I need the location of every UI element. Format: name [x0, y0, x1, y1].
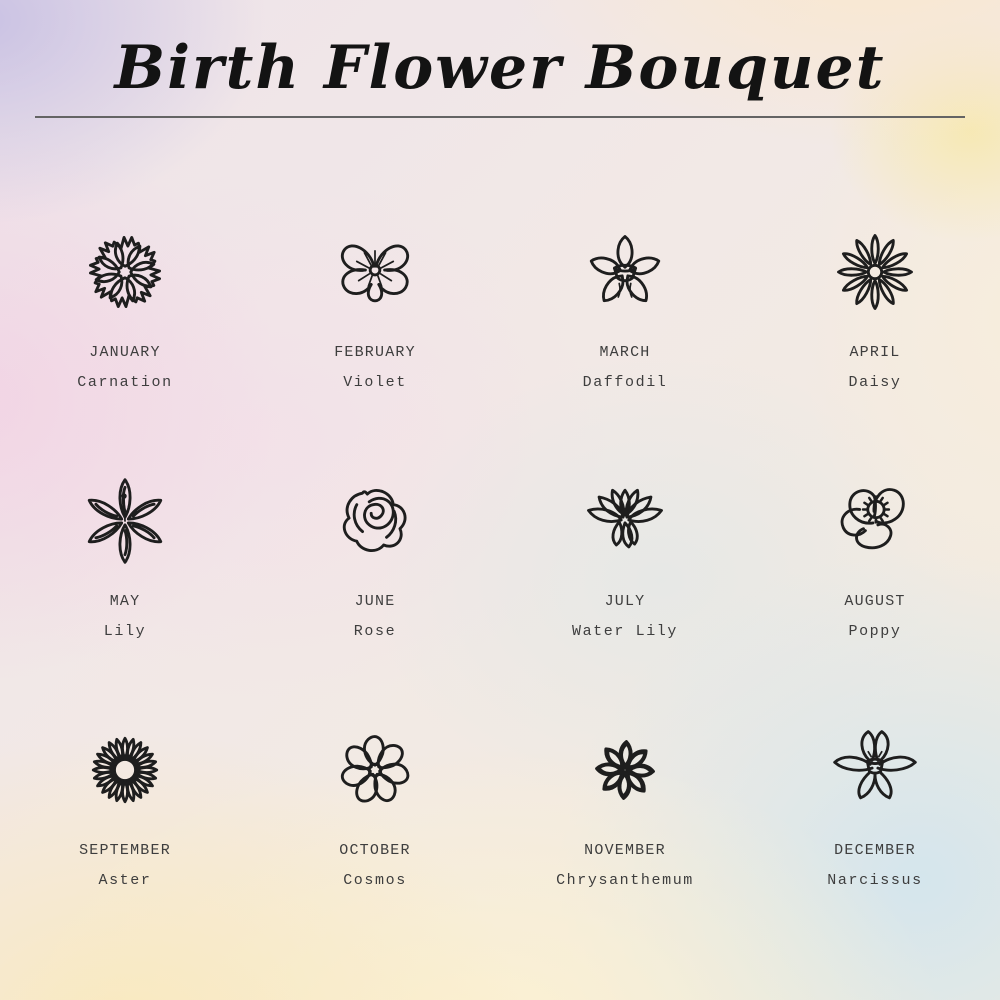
cell-caption [339, 818, 410, 889]
month-label: DECEMBER [834, 842, 916, 859]
month-label: MAY [109, 593, 141, 610]
cell-caption [844, 569, 905, 640]
flower-label: Narcissus [827, 872, 923, 889]
flower-label: Chrysanthemum [556, 872, 694, 889]
cosmos-icon [327, 722, 423, 818]
water-lily-icon [577, 473, 673, 569]
month-label: AUGUST [844, 593, 906, 610]
month-label: JANUARY [89, 344, 161, 361]
flower-label: Daisy [848, 374, 902, 391]
flower-label: Cosmos [343, 872, 407, 889]
flower-label: Rose [353, 623, 397, 640]
violet-icon [327, 224, 423, 320]
cell-caption [827, 818, 922, 889]
header [0, 0, 1000, 118]
carnation-icon [77, 224, 173, 320]
lily-icon [77, 473, 173, 569]
cell-caption [556, 818, 694, 889]
flower-grid [0, 224, 1000, 889]
flower-label: Aster [98, 872, 152, 889]
cell-caption [583, 320, 668, 391]
cell-october [250, 722, 500, 889]
rose-icon [327, 473, 423, 569]
cell-caption [77, 320, 172, 391]
cell-caption [848, 320, 901, 391]
page-title: Birth Flower Bouquet [114, 33, 886, 103]
month-label: APRIL [849, 344, 901, 361]
cell-august [750, 473, 1000, 640]
daisy-icon [827, 224, 923, 320]
cell-caption [354, 569, 396, 640]
cell-caption [79, 818, 171, 889]
aster-icon [77, 722, 173, 818]
flower-label: Water Lily [571, 623, 678, 640]
cell-june [250, 473, 500, 640]
month-label: NOVEMBER [584, 842, 666, 859]
cell-september [0, 722, 250, 889]
flower-label: Lily [103, 623, 147, 640]
flower-label: Poppy [848, 623, 902, 640]
chrysanthemum-icon [577, 722, 673, 818]
month-label: MARCH [599, 344, 651, 361]
flower-label: Carnation [77, 374, 173, 391]
cell-december [750, 722, 1000, 889]
cell-caption [572, 569, 678, 640]
title-divider [35, 116, 965, 118]
flower-label: Daffodil [582, 374, 668, 391]
month-label: FEBRUARY [334, 344, 416, 361]
daffodil-icon [577, 224, 673, 320]
month-label: JULY [604, 593, 646, 610]
cell-february [250, 224, 500, 391]
poppy-icon [827, 473, 923, 569]
cell-november [500, 722, 750, 889]
cell-caption [104, 569, 146, 640]
month-label: JUNE [354, 593, 396, 610]
cell-may [0, 473, 250, 640]
cell-march [500, 224, 750, 391]
month-label: OCTOBER [339, 842, 411, 859]
month-label: SEPTEMBER [79, 842, 171, 859]
cell-april [750, 224, 1000, 391]
narcissus-icon [827, 722, 923, 818]
flower-label: Violet [343, 374, 407, 391]
cell-july [500, 473, 750, 640]
cell-january [0, 224, 250, 391]
cell-caption [334, 320, 416, 391]
